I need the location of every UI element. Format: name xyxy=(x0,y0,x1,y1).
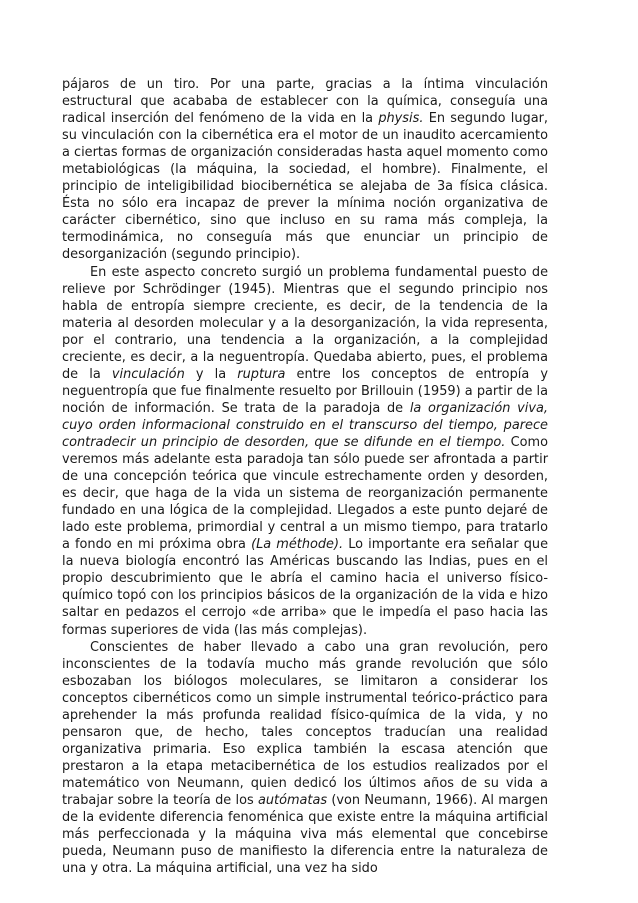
text-run: En segundo lugar, su vinculación con la cibernética era el motor de un inaudito acercamiento a ciertas formas de organización consideradas hasta aquel momento como metabiológicas (la máquina, la sociedad, el hombre). Finalmente, el principio de inteligibilidad biocibernética se alejaba de 3a física clásica. Ésta no sólo era incapaz de prever la mínima noción organizativa de carácter cibernético, sino que incluso en su rama más compleja, la termodinámica, no conseguía más que enunciar un principio de desorganización (segundo principio). xyxy=(62,111,549,263)
italic-run: ruptura xyxy=(237,366,286,382)
text-run: Conscientes de haber llevado a cabo una gran revolución, pero inconscientes de la todavía mucho más grande revolución que sólo esbozaban los biólogos moleculares, se limitaron a considerar los conceptos cibernéticos como un simple instrumental teórico-práctico para aprehender la más profunda realidad físico-química de la vida, y no pensaron que, de hecho, tales conceptos traducían una realidad organizativa primaria. Eso explica también la escasa atención que prestaron a la etapa metacibernética de los estudios realizados por el matemático von Neumann, quien dedicó los últimos años de su vida a trabajar sobre la teoría de los xyxy=(62,639,548,808)
text-run: Lo importante era señalar que la nueva biología encontró las Américas buscando las Indias, pues en el propio descubrimiento que le abría el camino hacia el universo físico-químico topó con los principios básicos de la organización de la vida e hizo saltar en pedazos el cerrojo «de arriba» que le impedía el paso hacia las formas superiores de vida (las más complejas). xyxy=(62,537,549,638)
paragraph-1 xyxy=(62,76,548,264)
italic-run: autómatas xyxy=(257,792,328,808)
text-run: Como veremos más adelante esta paradoja tan sólo puede ser afrontada a partir de una concepción teórica que vincule estrechamente orden y desorden, es decir, que haga de la vida un sistema de reorganización permanente fundado en una lógica de la complejidad. Llegados a este punto dejaré de lado este problema, primordial y central a un mismo tiempo, para tratarlo a fondo en mi próxima obra xyxy=(62,434,548,553)
italic-run: (La méthode). xyxy=(251,537,344,553)
text-run: y la xyxy=(184,366,238,382)
italic-run: vinculación xyxy=(111,366,185,382)
text-run: pájaros de un tiro. Por una parte, gracias a la íntima vinculación estructural que acababa de establecer con la química, conseguía una radical inserción del fenómeno de la vida en la xyxy=(62,77,548,127)
text-run: (von Neumann, 1966). Al margen de la evidente diferencia fenoménica que existe entre la máquina artificial más perfeccionada y la máquina viva más elemental que concebirse pueda, Neumann puso de manifiesto la diferencia entre la naturaleza de una y otra. La máquina artificial, una vez ha sido xyxy=(62,792,549,877)
italic-run: la organización viva, cuyo orden informacional construido en el transcurso del tiempo, parece contradecir un principio de desorden, que se difunde en el tiempo. xyxy=(62,400,548,450)
italic-run: physis. xyxy=(378,111,424,127)
paragraph-3 xyxy=(62,639,548,878)
paragraph-2 xyxy=(62,264,548,639)
document-page xyxy=(62,76,548,877)
text-run: entre los conceptos de entropía y neguentropía que fue finalmente resuelto por Brillouin (1959) a partir de la noción de información. Se trata de la paradoja de xyxy=(62,366,549,416)
text-run: En este aspecto concreto surgió un problema fundamental puesto de relieve por Schrödinger (1945). Mientras que el segundo principio nos habla de entropía siempre creciente, es decir, de la tendencia de la materia al desorden molecular y a la desorganización, la vida representa, por el contrario, una tendencia a la organización, a la complejidad creciente, es decir, a la neguentropía. Quedaba abierto, pues, el problema de la xyxy=(62,264,548,382)
